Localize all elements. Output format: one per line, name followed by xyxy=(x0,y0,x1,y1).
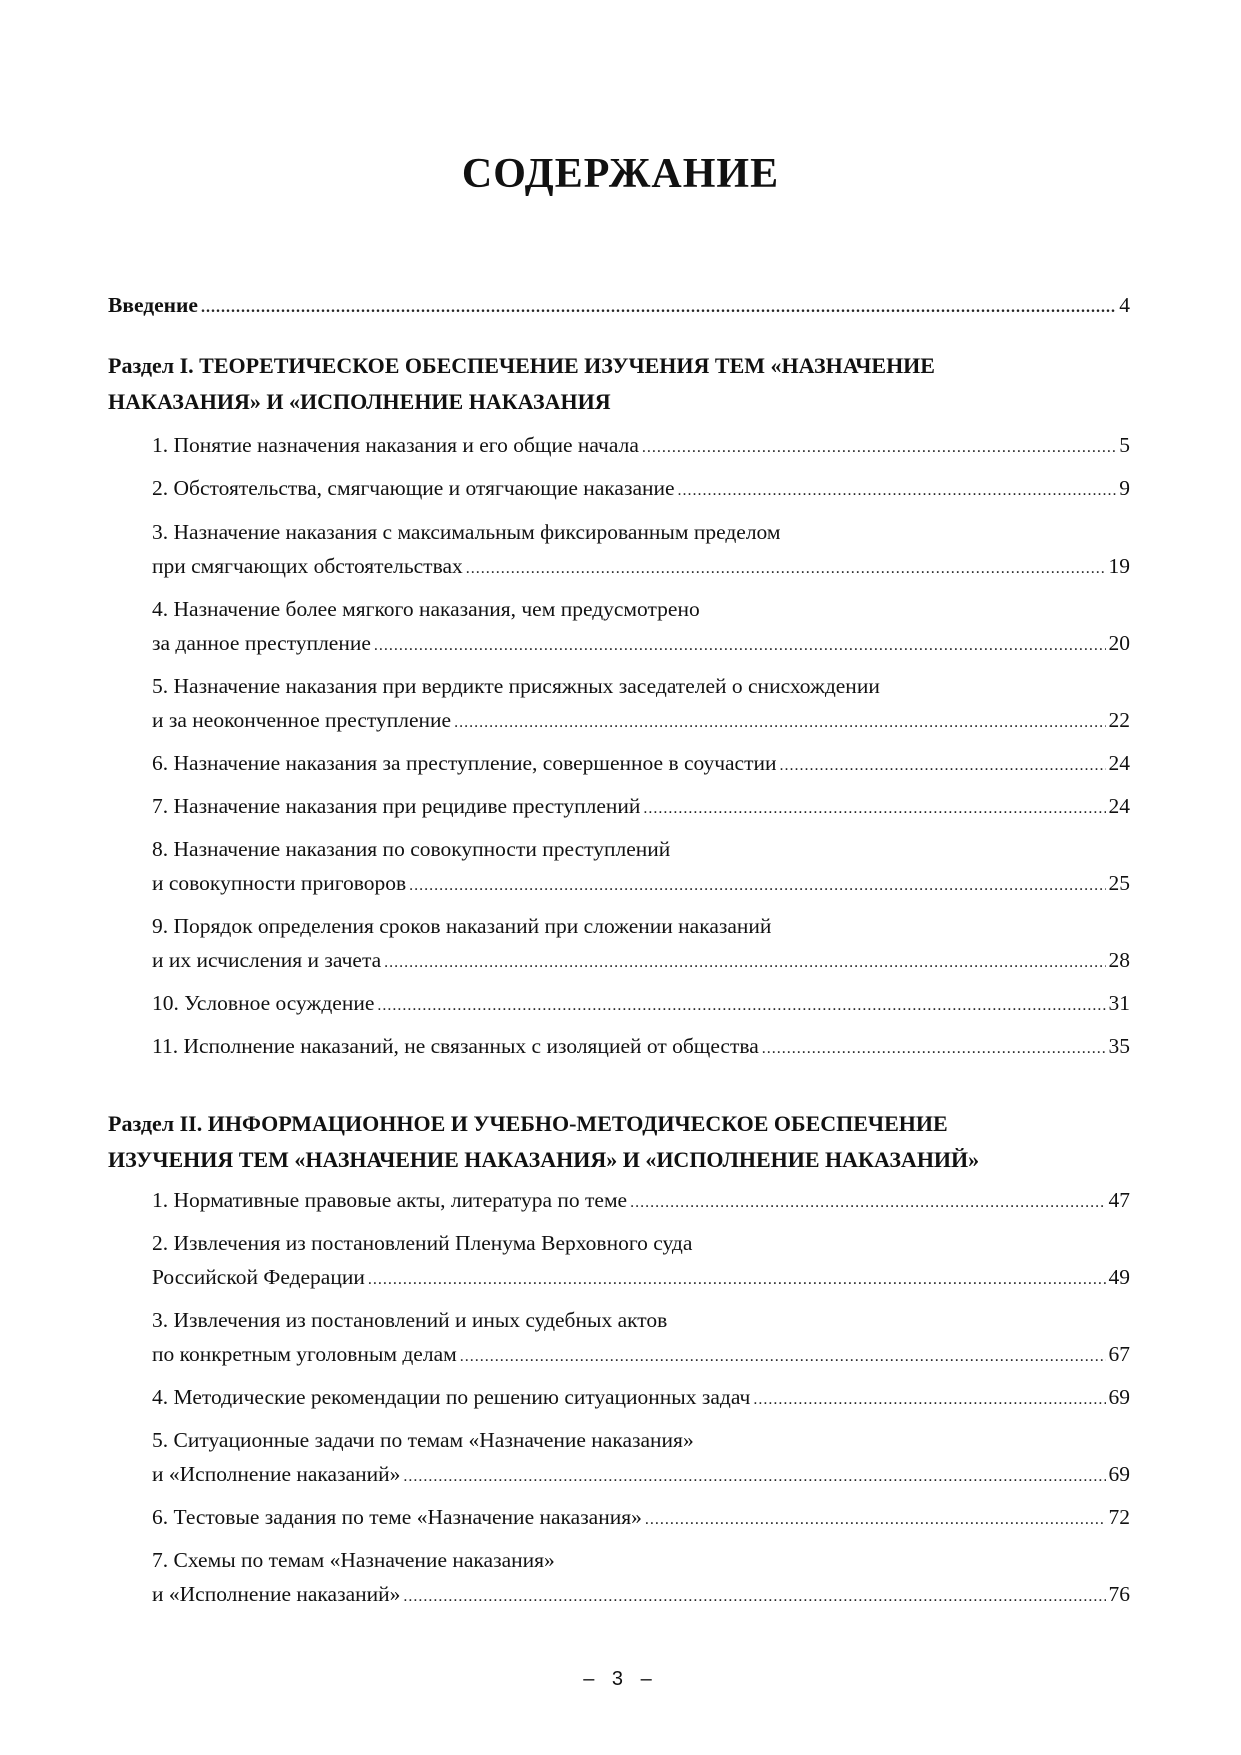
toc-entry-line1[interactable]: 3. Назначение наказания с максимальным фиксированным пределом xyxy=(152,520,781,544)
toc-page-number: 4 xyxy=(1119,293,1130,317)
toc-entry-label: 1. Нормативные правовые акты, литература по теме xyxy=(152,1188,628,1212)
leader-dots xyxy=(403,1460,1105,1494)
toc-entry-label: 11. Исполнение наказаний, не связанных с изоляцией от общества xyxy=(152,1034,759,1058)
toc-page-number: 47 xyxy=(1108,1188,1130,1212)
section-1-heading xyxy=(108,348,1138,420)
leader-dots xyxy=(753,1383,1105,1417)
toc-entry-label: 6. Тестовые задания по теме «Назначение наказания» xyxy=(152,1505,642,1529)
toc-entry[interactable] xyxy=(152,986,1130,1020)
leader-dots xyxy=(384,946,1105,980)
toc-entry[interactable] xyxy=(152,549,1130,583)
leader-dots xyxy=(403,1580,1105,1614)
leader-dots xyxy=(630,1186,1105,1220)
toc-entry[interactable] xyxy=(152,1577,1130,1611)
toc-page-number: 69 xyxy=(1108,1385,1130,1409)
toc-page-number: 72 xyxy=(1108,1505,1130,1529)
toc-page-number: 22 xyxy=(1108,708,1130,732)
toc-entry-line1[interactable]: 3. Извлечения из постановлений и иных судебных актов xyxy=(152,1308,668,1332)
toc-entry-line1[interactable]: 2. Извлечения из постановлений Пленума Верховного суда xyxy=(152,1231,693,1255)
toc-page-number: 35 xyxy=(1108,1034,1130,1058)
toc-entry-label: Российской Федерации xyxy=(152,1265,365,1289)
section-heading-line: НАКАЗАНИЯ» И «ИСПОЛНЕНИЕ НАКАЗАНИЯ xyxy=(108,389,611,414)
toc-page-number: 19 xyxy=(1108,554,1130,578)
leader-dots xyxy=(454,706,1105,740)
toc-entry[interactable] xyxy=(152,746,1130,780)
toc-entry[interactable] xyxy=(152,866,1130,900)
leader-dots xyxy=(780,749,1106,783)
leader-dots xyxy=(201,291,1116,325)
toc-entry-label: по конкретным уголовным делам xyxy=(152,1342,457,1366)
toc-entry-label: 10. Условное осуждение xyxy=(152,991,375,1015)
toc-entry[interactable] xyxy=(152,1183,1130,1217)
toc-entry[interactable] xyxy=(152,428,1130,462)
toc-entry-label: и «Исполнение наказаний» xyxy=(152,1462,401,1486)
toc-entry-line1[interactable]: 8. Назначение наказания по совокупности преступлений xyxy=(152,837,671,861)
toc-page-number: 9 xyxy=(1119,476,1130,500)
leader-dots xyxy=(643,792,1105,826)
toc-entry-line1[interactable]: 5. Назначение наказания при вердикте присяжных заседателей о снисхождении xyxy=(152,674,880,698)
toc-page-number: 24 xyxy=(1108,751,1130,775)
toc-entry-line1[interactable]: 7. Схемы по темам «Назначение наказания» xyxy=(152,1548,555,1572)
toc-entry-label: за данное преступление xyxy=(152,631,371,655)
page-number: – 3 – xyxy=(583,1668,658,1690)
toc-page-number: 69 xyxy=(1108,1462,1130,1486)
toc-entry-line1[interactable]: 5. Ситуационные задачи по темам «Назначение наказания» xyxy=(152,1428,694,1452)
toc-entry-label: и за неоконченное преступление xyxy=(152,708,452,732)
toc-entry[interactable] xyxy=(152,789,1130,823)
leader-dots xyxy=(374,629,1106,663)
toc-entry[interactable] xyxy=(152,1380,1130,1414)
toc-entry-label: 4. Методические рекомендации по решению ситуационных задач xyxy=(152,1385,751,1409)
toc-entry[interactable] xyxy=(152,703,1130,737)
toc-page-number: 76 xyxy=(1108,1582,1130,1606)
toc-entry[interactable] xyxy=(152,626,1130,660)
section-heading-line: ИЗУЧЕНИЯ ТЕМ «НАЗНАЧЕНИЕ НАКАЗАНИЯ» И «ИСПОЛНЕНИЕ НАКАЗАНИЙ» xyxy=(108,1147,980,1172)
toc-entry-label: 2. Обстоятельства, смягчающие и отягчающие наказание xyxy=(152,476,675,500)
toc-page-number: 49 xyxy=(1108,1265,1130,1289)
toc-entry-label: 1. Понятие назначения наказания и его общие начала xyxy=(152,433,639,457)
toc-entry-label: 7. Назначение наказания при рецидиве преступлений xyxy=(152,794,641,818)
toc-entry-line1[interactable]: 4. Назначение более мягкого наказания, чем предусмотрено xyxy=(152,597,700,621)
toc-entry-label: и «Исполнение наказаний» xyxy=(152,1582,401,1606)
toc-page-number: 20 xyxy=(1108,631,1130,655)
toc-page-number: 24 xyxy=(1108,794,1130,818)
toc-entry-line1[interactable]: 9. Порядок определения сроков наказаний при сложении наказаний xyxy=(152,914,772,938)
leader-dots xyxy=(377,989,1105,1023)
leader-dots xyxy=(762,1032,1106,1066)
toc-entry[interactable] xyxy=(152,1029,1130,1063)
toc-entry[interactable] xyxy=(152,943,1130,977)
leader-dots xyxy=(642,431,1116,465)
leader-dots xyxy=(678,474,1117,508)
toc-entry-label: 6. Назначение наказания за преступление, совершенное в соучастии xyxy=(152,751,777,775)
toc-page-number: 31 xyxy=(1108,991,1130,1015)
leader-dots xyxy=(466,552,1106,586)
page-title: СОДЕРЖАНИЕ xyxy=(461,151,780,197)
toc-entry-label: и совокупности приговоров xyxy=(152,871,407,895)
toc-page-number: 25 xyxy=(1108,871,1130,895)
toc-entry[interactable] xyxy=(152,1260,1130,1294)
toc-page-number: 28 xyxy=(1108,948,1130,972)
toc-entry[interactable] xyxy=(152,1337,1130,1371)
leader-dots xyxy=(409,869,1105,903)
toc-entry-intro[interactable] xyxy=(108,288,1130,322)
toc-entry-label: Введение xyxy=(108,293,198,317)
toc-entry[interactable] xyxy=(152,1457,1130,1491)
leader-dots xyxy=(368,1263,1106,1297)
leader-dots xyxy=(645,1503,1106,1537)
toc-entry[interactable] xyxy=(152,471,1130,505)
toc-entry-label: и их исчисления и зачета xyxy=(152,948,382,972)
section-heading-line: Раздел I. ТЕОРЕТИЧЕСКОЕ ОБЕСПЕЧЕНИЕ ИЗУЧЕНИЯ ТЕМ «НАЗНАЧЕНИЕ xyxy=(108,353,935,378)
toc-page-number: 5 xyxy=(1119,433,1130,457)
toc-entry[interactable] xyxy=(152,1500,1130,1534)
leader-dots xyxy=(460,1340,1106,1374)
section-2-heading xyxy=(108,1106,1138,1178)
toc-entry-label: при смягчающих обстоятельствах xyxy=(152,554,463,578)
toc-page-number: 67 xyxy=(1108,1342,1130,1366)
section-heading-line: Раздел II. ИНФОРМАЦИОННОЕ И УЧЕБНО-МЕТОДИЧЕСКОЕ ОБЕСПЕЧЕНИЕ xyxy=(108,1111,948,1136)
